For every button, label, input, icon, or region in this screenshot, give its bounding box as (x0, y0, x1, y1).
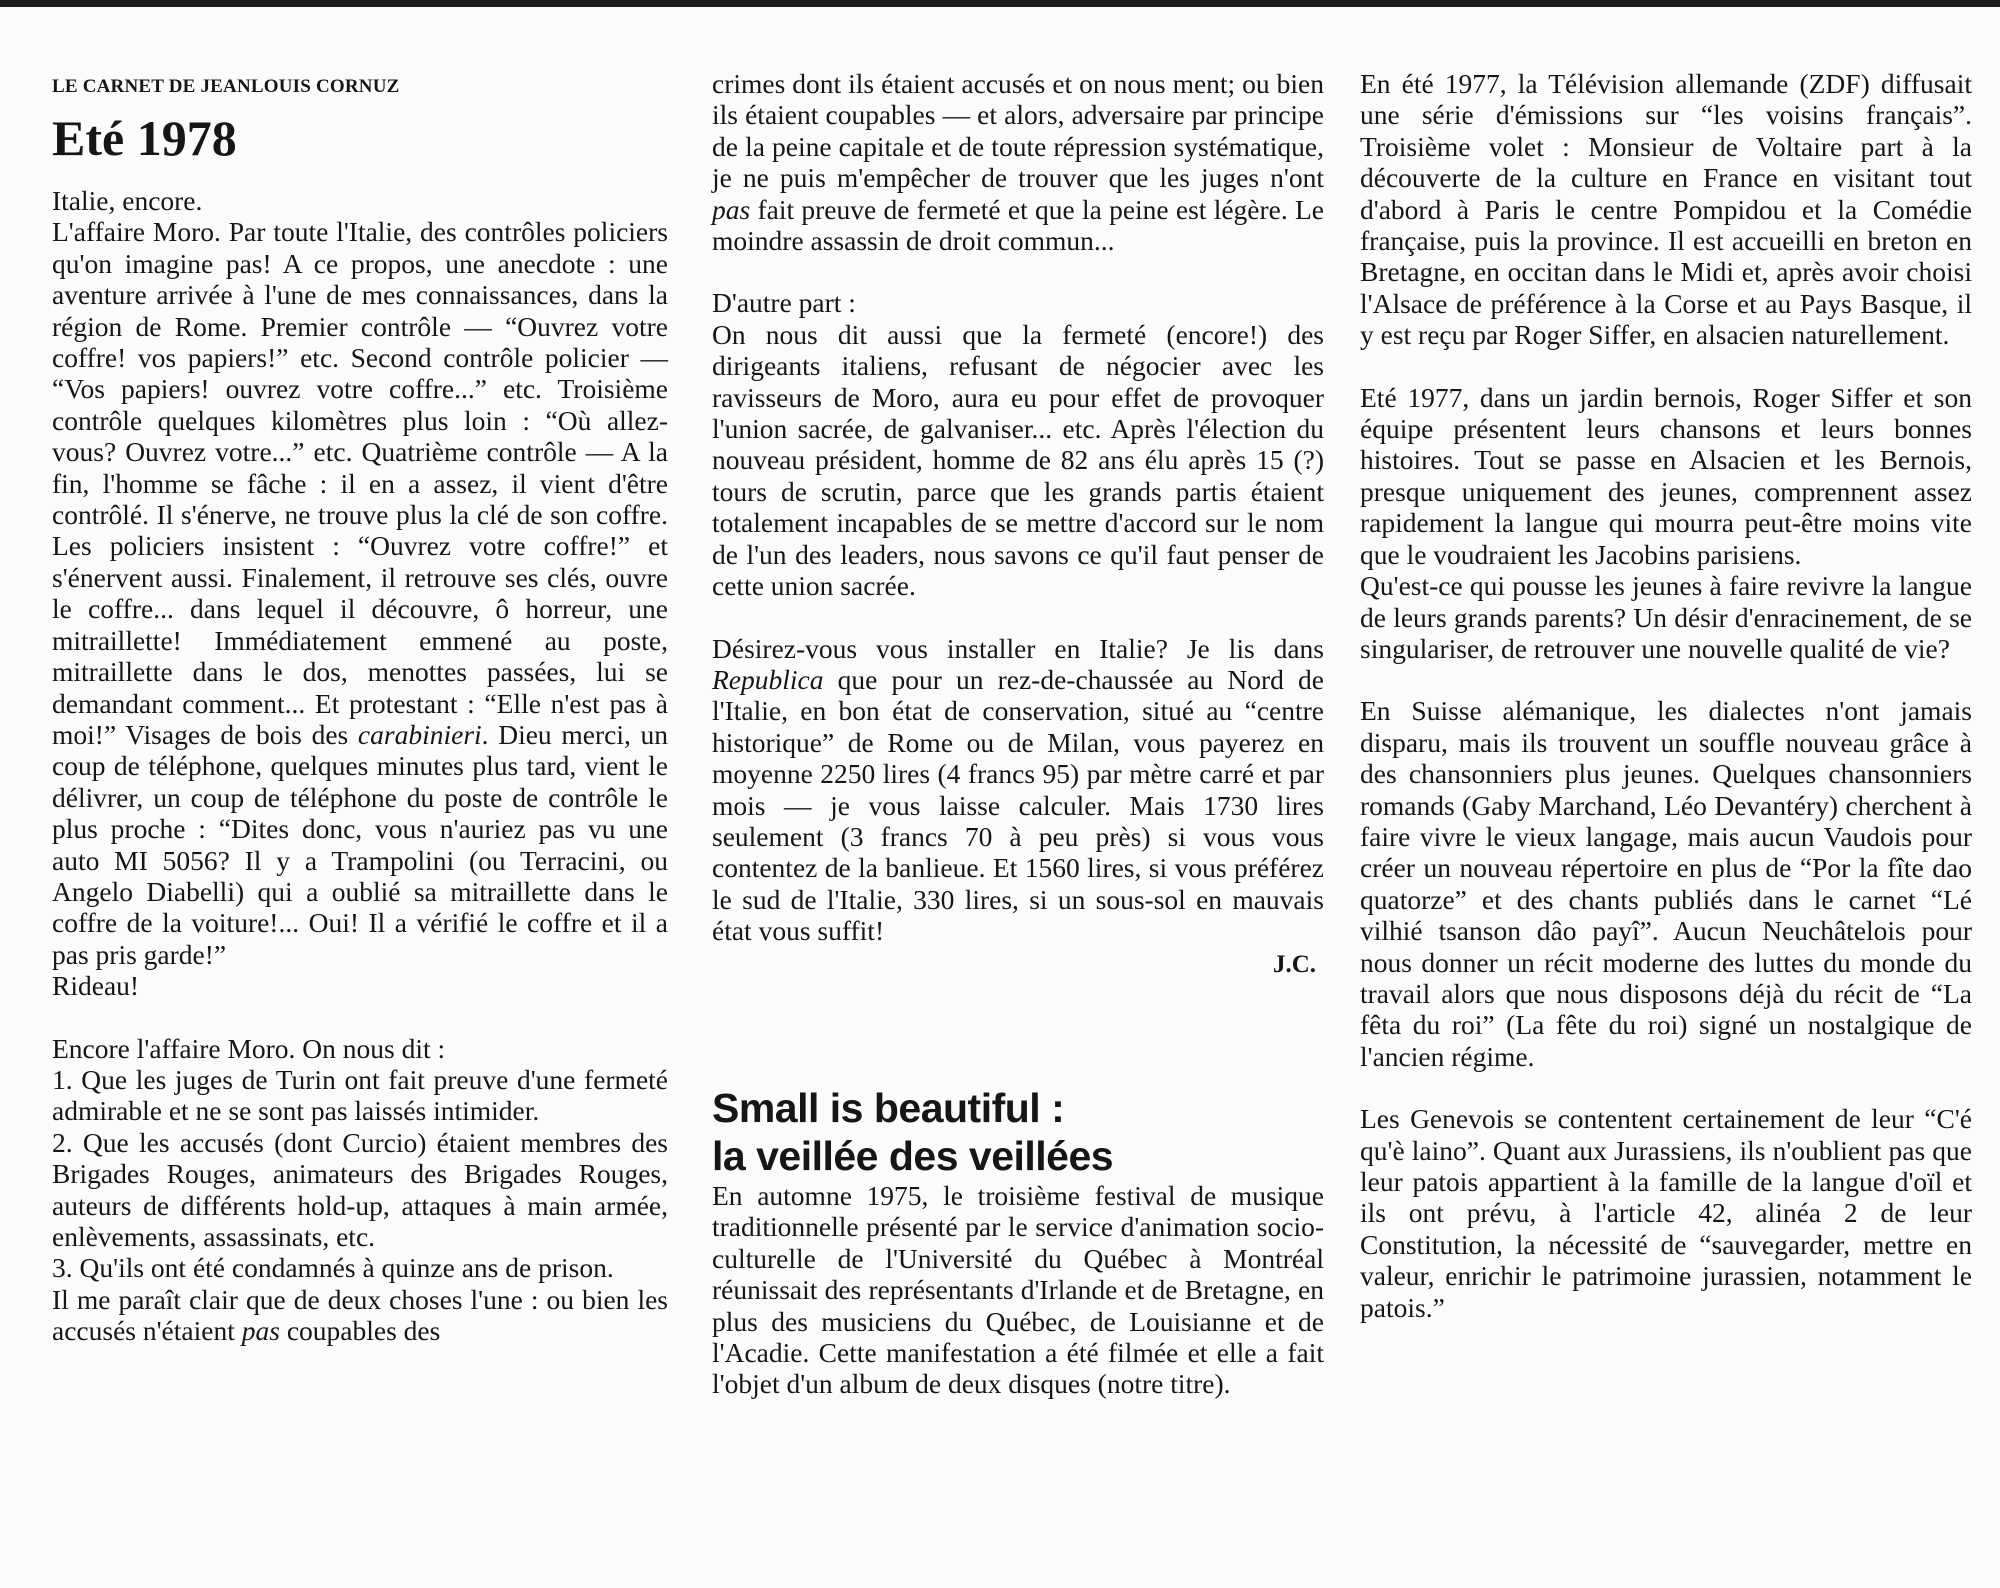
paragraph: Rideau! (52, 970, 140, 1002)
page-title: Eté 1978 (52, 110, 237, 166)
italic-run: carabinieri (357, 718, 482, 750)
text-run: que pour un rez-de-chaussée au Nord de l'Italie, en bon état de conservation, situé au “centre historique” de Rome ou de Milan, vous payerez en moyenne 2250 lires (4 francs 95) par mètre carré et par mois — je vous laisse calculer. Mais 1730 lires seulement (3 francs 70 à peu près) si vous vous contentez de la banlieue. Et 1560 lires, si vous préférez le sud de l'Italie, 330 lires, si un sous-sol en mauvais état vous suffit! (712, 663, 1324, 947)
paragraph: Les Genevois se contentent certainement de leur “C'é qu'è laino”. Quant aux Jurassiens, ils n'oublient pas que leur patois appartient à la famille de la langue d'oïl et ils ont prévu, à l'article 42, alinéa 2 de leur Constitution, la nécessité de “sauvegarder, mettre en valeur, enrichir le patrimoine jurassien, notamment le patois.” (1360, 1103, 1972, 1323)
column-kicker: LE CARNET DE JEANLOUIS CORNUZ (52, 76, 400, 97)
paragraph: En automne 1975, le troisième festival de musique traditionnelle présenté par le service d'animation socio-culturelle de l'Université du Québec à Montréal réunissait des représentants d'Irlande et de Bretagne, en plus des musiciens du Québec, de Louisianne et de l'Acadie. Cette manifestation a été filmée et elle a fait l'objet d'un album de deux disques (notre titre). (712, 1179, 1324, 1400)
text-run: Désirez-vous vous installer en Italie? Je lis dans (712, 632, 1324, 664)
paragraph: Qu'est-ce qui pousse les jeunes à faire revivre la langue de leurs grands parents? Un désir d'enracinement, de se singulariser, de retrouver une nouvelle qualité de vie? (1360, 570, 1972, 664)
paragraph: Italie, encore. (52, 185, 203, 216)
text-run: L'affaire Moro. Par toute l'Italie, des contrôles policiers qu'on imagine pas! A ce propos, une anecdote : une aventure arrivée à l'une de mes connaissances, dans la région de Rome. Premier contrôle — “Ouvrez votre coffre! vos papiers!” etc. Second contrôle policier — “Vos papiers! ouvrez votre coffre...” etc. Troisième contrôle quelques kilomètres plus loin : “Où allez-vous? Ouvrez votre...” etc. Quatrième contrôle — A la fin, l'homme se fâche : il en a assez, il vient d'être contrôlé. Il s'énerve, ne trouve plus la clé de son coffre. Les policiers insistent : “Ouvrez votre coffre!” et s'énervent aussi. Finalement, il retrouve ses clés, ouvre le coffre... dans lequel il découvre, ô horreur, une mitraillette! Immédiatement emmené au poste, mitraillette dans le dos, menottes passées, lui se demandant comment... Et protestant : “Elle n'est pas à moi!” Visages de bois des (52, 216, 668, 750)
list-item: 2. Que les accusés (dont Curcio) étaient membres des Brigades Rouges, animateurs des Brigades Rouges, auteurs de différents hold-up, attaques à main armée, enlèvements, assassinats, etc. (52, 1126, 668, 1252)
paragraph: On nous dit aussi que la fermeté (encore!) des dirigeants italiens, refusant de négocier avec les ravisseurs de Moro, aura eu pour effet de provoquer l'union sacrée, de galvaniser... etc. Après l'élection du nouveau président, homme de 82 ans élu après 15 (?) tours de scrutin, parce que les grands partis étaient totalement incapables de se mettre d'accord sur le nom de l'un des leaders, nous savons ce qu'il faut penser de cette union sacrée. (712, 318, 1324, 602)
italic-run: pas (241, 1315, 280, 1347)
paragraph: En été 1977, la Télévision allemande (ZDF) diffusait une série d'émissions sur “les voisins français”. Troisième volet : Monsieur de Voltaire part à la découverte de la culture en France en visitant tout d'abord à Paris le centre Pompidou et la Comédie française, puis la province. Il est accueilli en breton en Bretagne, en occitan dans le Midi et, après avoir choisi l'Alsace de préférence à la Corse et au Pays Basque, il y est reçu par Roger Siffer, en alsacien naturellement. (1360, 68, 1972, 351)
heading-line: Small is beautiful : (712, 1084, 1065, 1131)
paragraph (712, 68, 1324, 256)
top-rule (0, 0, 2000, 7)
signature: J.C. (1272, 950, 1316, 978)
paragraph: Encore l'affaire Moro. On nous dit : (52, 1032, 446, 1064)
section-heading (712, 1084, 1324, 1180)
text-run: coupables des (286, 1315, 441, 1347)
heading-line: la veillée des veillées (712, 1132, 1114, 1179)
column-1 (52, 68, 668, 1347)
paragraph-head: D'autre part : (712, 287, 856, 319)
paragraph (712, 633, 1324, 947)
paragraph: En Suisse alémanique, les dialectes n'ont jamais disparu, mais ils trouvent un souffle nouveau grâce à des chansonniers plus jeunes. Quelques chansonniers romands (Gaby Marchand, Léo Devantéry) cherchent à faire vivre le vieux langage, mais aucun Vaudois pour créer un nouveau répertoire en plus de “Por la fîte dao quatorze” et des chants publiés dans le carnet “Lé vilhié tsanson dâo payî”. Aucun Neuchâtelois pour nous donner un récit moderne des luttes du monde du travail alors que nous disposons déjà du récit de “La fêta du roi” (La fête du roi) signé un nostalgique de l'ancien régime. (1360, 695, 1972, 1072)
text-run: . Dieu merci, un coup de téléphone, quelques minutes plus tard, vient le délivrer, un coup de téléphone du poste de contrôle le plus proche : “Dites donc, vous n'auriez pas vu une auto MI 5056? Il y a Trampolini (ou Terracini, ou Angelo Diabelli) qui a oublié sa mitraillette dans le coffre de la voiture!... Oui! Il a vérifié le coffre et il a pas pris garde!” (52, 718, 669, 970)
text-run: crimes dont ils étaient accusés et on nous ment; ou bien ils étaient coupables — et alors, adversaire par principe de la peine capitale et de toute répression systématique, je ne puis m'empêcher de trouver que les juges n'ont (712, 68, 1324, 194)
paragraph: Eté 1977, dans un jardin bernois, Roger Siffer et son équipe présentent leurs chansons et leurs bonnes histoires. Tout se passe en Alsacien et les Bernois, presque uniquement des jeunes, comprennent assez rapidement la langue qui mourra peut-être moins vite que le voudraient les Jacobins parisiens. (1360, 381, 1972, 570)
list-item: 1. Que les juges de Turin ont fait preuve d'une fermeté admirable et ne se sont pas laissés intimider. (52, 1063, 668, 1127)
text-run: fait preuve de fermeté et que la peine est légère. Le moindre assassin de droit commun... (712, 193, 1324, 257)
italic-run: Republica (712, 663, 824, 695)
list-item: 3. Qu'ils ont été condamnés à quinze ans de prison. (52, 1252, 614, 1284)
column-2 (712, 68, 1324, 1400)
italic-run: pas (712, 193, 751, 225)
column-3 (1360, 68, 1972, 1323)
paragraph (52, 1284, 668, 1347)
text-run: Il me paraît clair que de deux choses l'une : ou bien les accusés n'étaient (52, 1283, 668, 1347)
paragraph (52, 216, 668, 970)
